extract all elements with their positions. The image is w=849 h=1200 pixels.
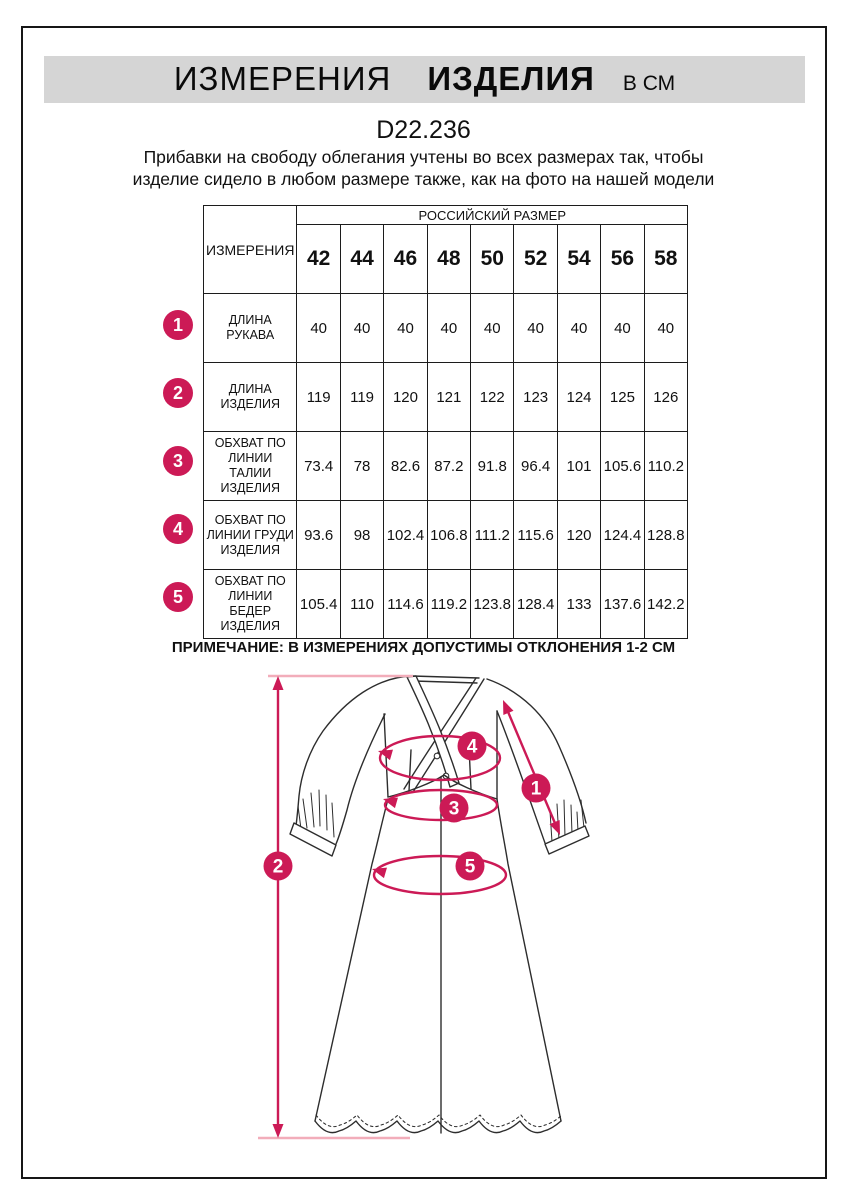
table-cell: 40	[601, 294, 644, 363]
table-cell: 40	[384, 294, 427, 363]
row-number-badge-5: 5	[163, 582, 193, 612]
row-label: ОБХВАТ ПО ЛИНИИ ТАЛИИ ИЗДЕЛИЯ	[204, 432, 297, 501]
row-label: ДЛИНА РУКАВА	[204, 294, 297, 363]
table-cell: 120	[384, 363, 427, 432]
button	[434, 753, 440, 759]
diagram-badge-2-label: 2	[272, 856, 284, 878]
table-cell: 73.4	[297, 432, 340, 501]
note-text: ПРИМЕЧАНИЕ: В ИЗМЕРЕНИЯХ ДОПУСТИМЫ ОТКЛОНЕНИЯ 1-2 СМ	[171, 639, 676, 656]
table-cell: 110	[340, 570, 383, 639]
table-row	[204, 363, 688, 432]
page-title-units: В СМ	[622, 72, 676, 95]
table-cell: 119	[297, 363, 340, 432]
table-cell: 126	[644, 363, 687, 432]
hem-stitch-line	[316, 1115, 562, 1127]
size-header-cell: 50	[471, 225, 514, 294]
table-cell: 98	[340, 501, 383, 570]
row-number-badge-1: 1	[163, 310, 193, 340]
table-cell: 133	[557, 570, 600, 639]
size-header-cell: 42	[297, 225, 340, 294]
size-header-cell: 58	[644, 225, 687, 294]
table-cell: 111.2	[471, 501, 514, 570]
ruffle-hem	[315, 1121, 561, 1133]
size-header-cell: 46	[384, 225, 427, 294]
table-cell: 93.6	[297, 501, 340, 570]
table-cell: 125	[601, 363, 644, 432]
arrowhead	[498, 698, 514, 715]
table-cell: 115.6	[514, 501, 557, 570]
page-title-bold: ИЗДЕЛИЯ	[427, 60, 595, 97]
diagram-badge-4-label: 4	[466, 736, 478, 758]
table-cell: 123.8	[471, 570, 514, 639]
table-cell: 91.8	[471, 432, 514, 501]
table-cell: 124	[557, 363, 600, 432]
table-cell: 128.4	[514, 570, 557, 639]
table-row	[204, 501, 688, 570]
table-cell: 142.2	[644, 570, 687, 639]
product-code: D22.236	[376, 116, 471, 144]
table-cell: 120	[557, 501, 600, 570]
dress-outline	[290, 676, 589, 1133]
size-header-cell: 54	[557, 225, 600, 294]
title-bar	[44, 56, 805, 103]
table-row	[204, 570, 688, 639]
table-cell: 121	[427, 363, 470, 432]
table-cell: 128.8	[644, 501, 687, 570]
table-cell: 123	[514, 363, 557, 432]
subtitle-line-1: Прибавки на свободу облегания учтены во всех размерах так, чтобы	[143, 147, 704, 167]
row-number-badge-4: 4	[163, 514, 193, 544]
arrowhead	[273, 1124, 284, 1138]
row-label: ОБХВАТ ПО ЛИНИИ БЕДЕР ИЗДЕЛИЯ	[204, 570, 297, 639]
table-cell: 114.6	[384, 570, 427, 639]
size-header-cell: 56	[601, 225, 644, 294]
table-cell: 124.4	[601, 501, 644, 570]
table-cell: 137.6	[601, 570, 644, 639]
table-cell: 40	[340, 294, 383, 363]
hip-ellipse	[374, 856, 506, 894]
diagram-badge-5-label: 5	[464, 856, 476, 878]
table-cell: 122	[471, 363, 514, 432]
table-cell: 119	[340, 363, 383, 432]
table-cell: 106.8	[427, 501, 470, 570]
table-row	[204, 432, 688, 501]
size-header-cell: 48	[427, 225, 470, 294]
table-row	[204, 294, 688, 363]
table-cell: 40	[471, 294, 514, 363]
row-number-badge-2: 2	[163, 378, 193, 408]
size-group-header: РОССИЙСКИЙ РАЗМЕР	[297, 206, 688, 225]
table-cell: 82.6	[384, 432, 427, 501]
table-cell: 96.4	[514, 432, 557, 501]
row-label: ОБХВАТ ПО ЛИНИИ ГРУДИ ИЗДЕЛИЯ	[204, 501, 297, 570]
table-cell: 40	[427, 294, 470, 363]
measure-annotations	[258, 676, 565, 1138]
row-label: ДЛИНА ИЗДЕЛИЯ	[204, 363, 297, 432]
measurements-column-header: ИЗМЕРЕНИЯ	[204, 206, 297, 294]
table-cell: 102.4	[384, 501, 427, 570]
table-cell: 40	[557, 294, 600, 363]
sleeve-arrow	[506, 707, 557, 828]
dress-diagram	[250, 660, 600, 1157]
subtitle-line-2: изделие сидело в любом размере также, как на фото на нашей модели	[132, 169, 715, 189]
table-cell: 78	[340, 432, 383, 501]
diagram-badge-1-label: 1	[530, 778, 542, 800]
table-cell: 105.6	[601, 432, 644, 501]
measurements-table	[203, 205, 688, 639]
arrowhead	[273, 676, 284, 690]
size-header-cell: 52	[514, 225, 557, 294]
table-cell: 40	[297, 294, 340, 363]
size-header-cell: 44	[340, 225, 383, 294]
table-cell: 40	[514, 294, 557, 363]
table-cell: 40	[644, 294, 687, 363]
table-cell: 101	[557, 432, 600, 501]
table-cell: 119.2	[427, 570, 470, 639]
table-cell: 87.2	[427, 432, 470, 501]
table-cell: 110.2	[644, 432, 687, 501]
row-number-badge-3: 3	[163, 446, 193, 476]
diagram-badge-3-label: 3	[448, 798, 460, 820]
table-cell: 105.4	[297, 570, 340, 639]
page-title: ИЗМЕРЕНИЯ	[173, 60, 392, 97]
left-cuff	[290, 823, 336, 856]
subtitle	[22, 146, 825, 190]
